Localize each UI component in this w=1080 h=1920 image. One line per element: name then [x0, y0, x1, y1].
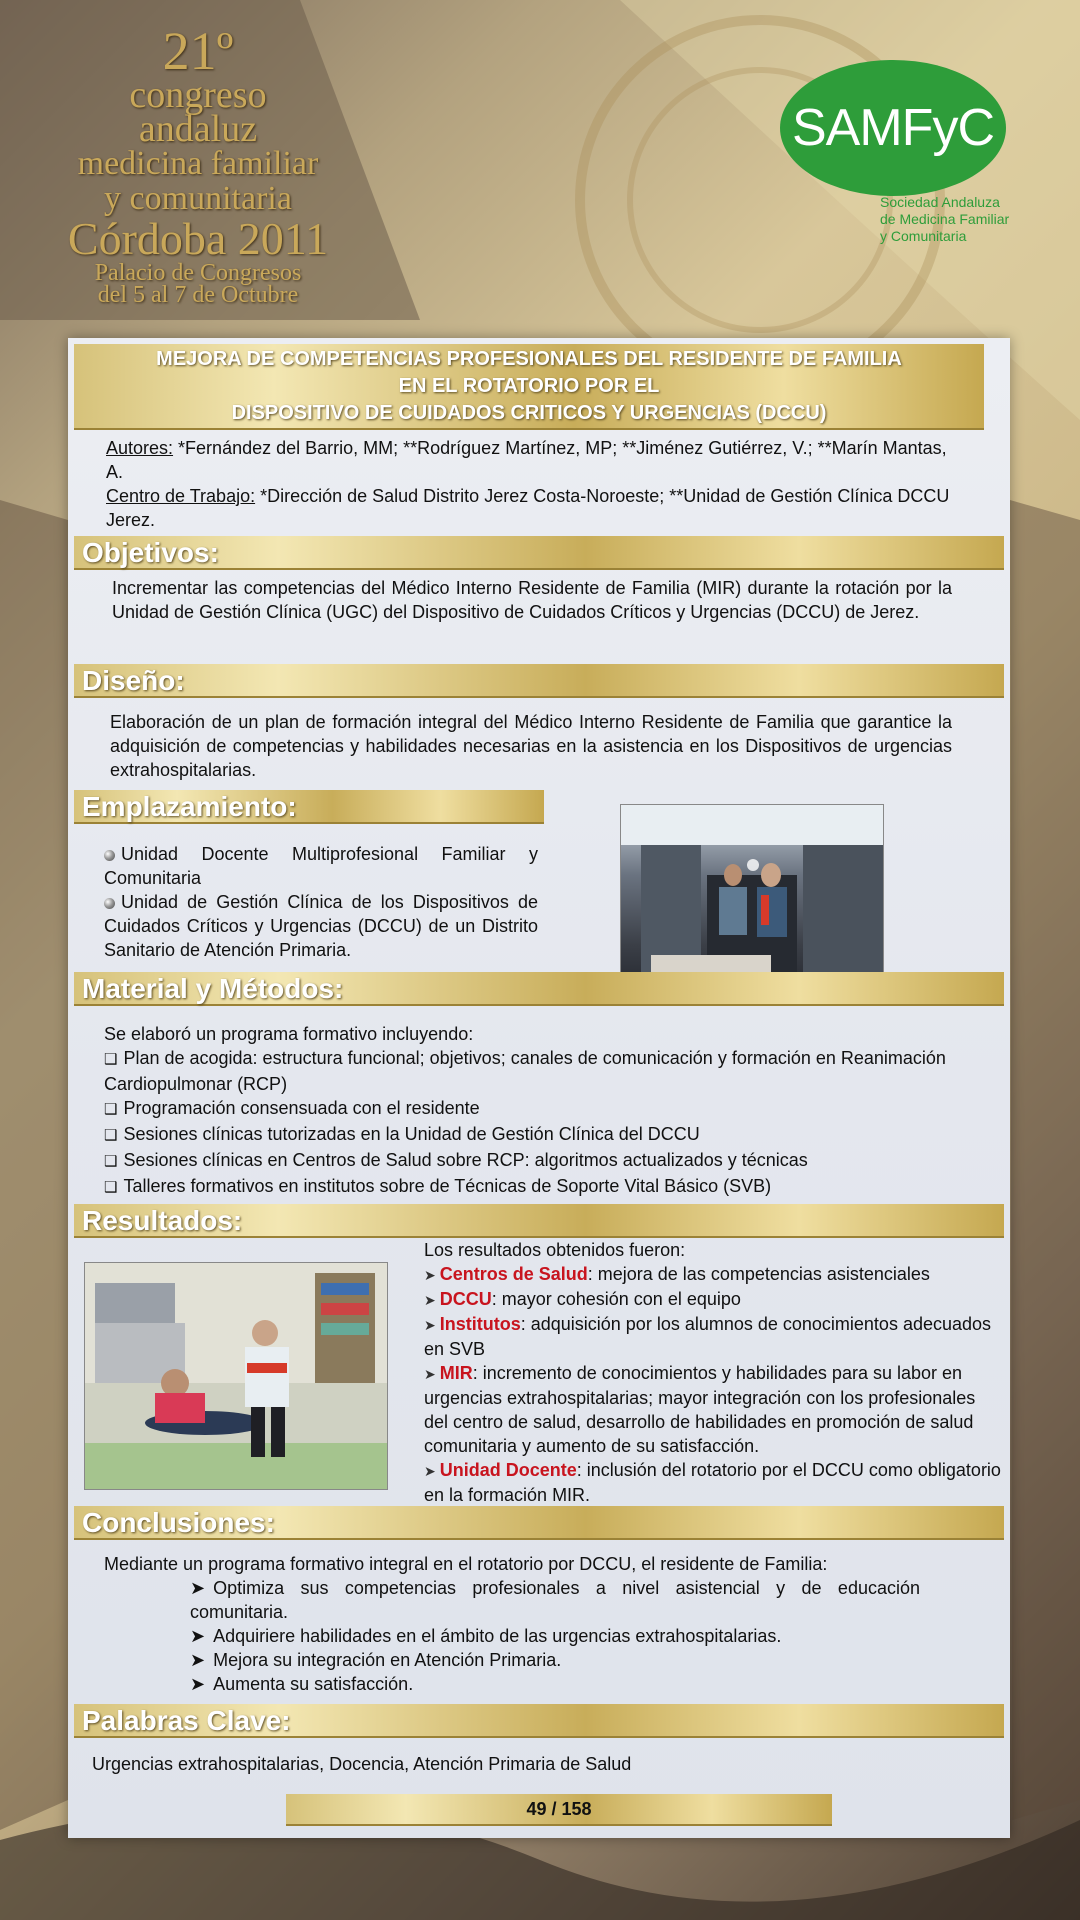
cpr-training-photo: [84, 1262, 388, 1490]
workplace-label: Centro de Trabajo:: [106, 486, 256, 506]
bullet-icon: [104, 850, 115, 861]
palabras-clave-text: Urgencias extrahospitalarias, Docencia, Atención Primaria de Salud: [92, 1754, 632, 1774]
samfyc-logo: [780, 60, 1010, 260]
list-item: ➤ Institutos: adquisición por los alumnos de conocimientos adecuados en SVB: [424, 1314, 992, 1359]
material-intro: Se elaboró un programa formativo incluyendo:: [104, 1024, 474, 1044]
section-heading-material: Material y Métodos:: [74, 972, 1004, 1006]
list-item: ❑ Sesiones clínicas en Centros de Salud sobre RCP: algoritmos actualizados y técnicas: [104, 1148, 974, 1174]
samfyc-logo-mark: SAMFyC: [780, 60, 1006, 196]
list-item: ➤ Mejora su integración en Atención Primaria.: [190, 1650, 562, 1670]
list-item: ➤ Adquiriere habilidades en el ámbito de las urgencias extrahospitalarias.: [190, 1626, 782, 1646]
chevron-right-icon: ➤: [190, 1674, 206, 1694]
conclusiones-list: [190, 1576, 920, 1696]
authors-text: *Fernández del Barrio, MM; **Rodríguez Martínez, MP; **Jiménez Gutiérrez, V.; **Marín Mantas, A.: [106, 438, 947, 482]
resultados-block: [424, 1238, 1004, 1507]
objetivos-text: Incrementar las competencias del Médico Interno Residente de Familia (MIR) durante la rotación por la Unidad de Gestión Clínica (UGC) del Dispositivo de Cuidados Críticos y Urgencias (DCCU) de Jerez.: [112, 578, 952, 622]
chevron-right-icon: ➤: [190, 1578, 206, 1598]
arrow-icon: ➤: [424, 1317, 436, 1333]
list-item: Unidad Docente Multiprofesional Familiar y Comunitaria: [104, 844, 538, 888]
congress-venue: Palacio de Congresos: [94, 260, 302, 286]
list-item: ➤ Unidad Docente: inclusión del rotatorio por el DCCU como obligatorio en la formación MIR.: [424, 1460, 1001, 1505]
conclusiones-intro: Mediante un programa formativo integral en el rotatorio por DCCU, el residente de Familia:: [104, 1554, 828, 1574]
page-indicator: 49 / 158: [286, 1794, 832, 1826]
list-item: ➤ Centros de Salud: mejora de las competencias asistenciales: [424, 1264, 930, 1284]
emplazamiento-list: [104, 842, 538, 962]
congress-line: congreso: [129, 74, 267, 116]
congress-number: 21º: [162, 21, 234, 81]
congress-line: medicina familiar: [77, 145, 319, 182]
bullet-icon: [104, 898, 115, 909]
section-heading-emplazamiento: Emplazamiento:: [74, 790, 544, 824]
congress-line: andaluz: [138, 108, 258, 150]
poster-title: MEJORA DE COMPETENCIAS PROFESIONALES DEL RESIDENTE DE FAMILIA EN EL ROTATORIO POR EL DISPOSITIVO DE CUIDADOS CRITICOS Y URGENCIAS (DCCU): [74, 344, 984, 430]
section-heading-palabras-clave: Palabras Clave:: [74, 1704, 1004, 1738]
poster-panel: [68, 338, 1010, 1838]
list-item: Unidad de Gestión Clínica de los Dispositivos de Cuidados Críticos y Urgencias (DCCU) de un Distrito Sanitario de Atención Primaria.: [104, 892, 538, 960]
list-item: ➤ DCCU: mayor cohesión con el equipo: [424, 1289, 741, 1309]
section-heading-conclusiones: Conclusiones:: [74, 1506, 1004, 1540]
authors-block: [106, 436, 966, 532]
section-heading-objetivos: Objetivos:: [74, 536, 1004, 570]
congress-logo: [18, 21, 378, 308]
workplace-text: *Dirección de Salud Distrito Jerez Costa-Noroeste; **Unidad de Gestión Clínica DCCU Jerez.: [106, 486, 950, 530]
arrow-icon: ➤: [424, 1267, 436, 1283]
diseno-text: Elaboración de un plan de formación integral del Médico Interno Residente de Familia que garantice la adquisición de competencias y habilidades necesarias en la asistencia en los Dispositivos de urgencias extrahospitalarias.: [110, 712, 952, 780]
chevron-right-icon: ➤: [190, 1650, 206, 1670]
samfyc-logo-subtitle: Sociedad Andaluza de Medicina Familiar y Comunitaria: [880, 194, 1010, 244]
list-item: ❑ Sesiones clínicas tutorizadas en la Unidad de Gestión Clínica del DCCU: [104, 1122, 974, 1148]
list-item: ❑ Programación consensuada con el residente: [104, 1096, 974, 1122]
congress-city: Córdoba 2011: [67, 213, 329, 264]
arrow-icon: ➤: [424, 1366, 436, 1382]
material-block: [104, 1022, 974, 1200]
list-item: ➤ Optimiza sus competencias profesionales a nivel asistencial y de educación comunitaria.: [190, 1578, 920, 1622]
list-item: ➤ Aumenta su satisfacción.: [190, 1674, 414, 1694]
authors-label: Autores:: [106, 438, 174, 458]
arrow-icon: ➤: [424, 1292, 436, 1308]
arrow-icon: ➤: [424, 1463, 436, 1479]
section-heading-diseno: Diseño:: [74, 664, 1004, 698]
list-item: ❑ Plan de acogida: estructura funcional; objetivos; canales de comunicación y formación en Reanimación Cardiopulmonar (RCP): [104, 1046, 974, 1096]
congress-line: y comunitaria: [104, 180, 292, 217]
list-item: ❑ Talleres formativos en institutos sobre de Técnicas de Soporte Vital Básico (SVB): [104, 1174, 974, 1200]
section-heading-resultados: Resultados:: [74, 1204, 1004, 1238]
resultados-intro: Los resultados obtenidos fueron:: [424, 1240, 686, 1260]
material-list: [104, 1046, 974, 1200]
congress-dates: del 5 al 7 de Octubre: [97, 282, 299, 308]
list-item: ➤ MIR: incremento de conocimientos y habilidades para su labor en urgencias extrahospitalarias; mayor integración con los profesionales del centro de salud, desarrollo de habilidades en promoción de salud comunitaria y aumento de su satisfacción.: [424, 1363, 976, 1456]
chevron-right-icon: ➤: [190, 1626, 206, 1646]
